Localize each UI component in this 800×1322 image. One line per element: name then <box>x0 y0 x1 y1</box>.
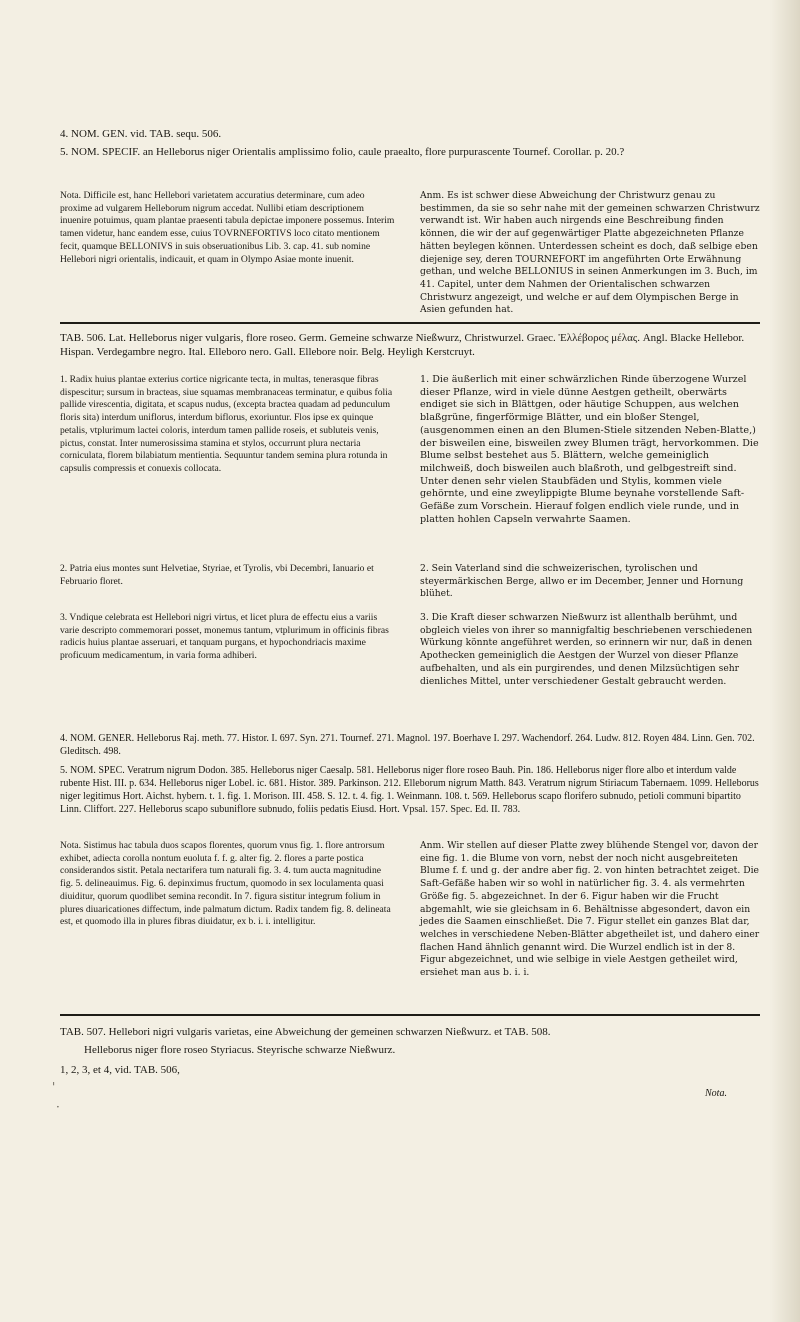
page-fold-shadow <box>770 0 800 1322</box>
header-line-2: 5. NOM. SPECIF. an Helleborus niger Orientalis amplissimo folio, caule praealto, flore purpurascente Tournef. Corollar. p. 20.? <box>60 146 625 158</box>
nomen-specificum: 5. NOM. SPEC. Veratrum nigrum Dodon. 385. Helleborus niger Caesalp. 581. Helleborus niger flore roseo Bauh. Pin. 186. Helleborus niger flore albo et interdum valde rubente Hist. III. p. 634. Helleborus niger Lobel. ic. 681. Histor. 389. Parkinson. 212. Elleborum nigrum Matth. 843. Veratrum nigrum Stiriacum Tabernaem. 1099. Helleborus niger legitimus Hort. Aichst. hybern. t. 1. fig. 1. Morison. III. 458. S. 12. t. 4. fig. 1. Weinmann. 108. t. 569. Helleborus scapo florifero subnudo, petioli communi bipartito Linn. Cliffort. 227. Helleborus scapo subuniflore subnudo, foliis pedatis Eiusd. Hort. Vpsal. 157. Spec. Ed. II. 783. <box>60 765 759 815</box>
item-1-latin: 1. Radix huius plantae exterius cortice nigricante tecta, in multas, tenerasque fibras dispescitur; sursum in bracteas, siue squamas membranaceas terminatur, e quibus folia pallide virescentia, digitata, et scapus nudus, (excepta bractea quadam ad pedunculum floris sita) interdum uniflorus, interdum biflorus, exoriuntur. Flos ipse ex quinque petalis, vtplurimum lactei coloris, interdum tamen pallide roseis, et subluteis venis, pictus, constat. Inter numerosissima stamina et stylos, occurrunt plura nectaria corniculata, florem bilabiatum mentientia. Sequuntur tandem semina plura rotunda in capsulis compressis et conuexis collocata. <box>60 374 393 474</box>
item-1-german: 1. Die äußerlich mit einer schwärzlichen Rinde überzogene Wurzel dieser Pflanze, wird in viele dünne Aestgen getheilt, oberwärts endiget sie sich in Blättgen, oder häutige Schuppen, aus welchen blaßgrüne, fingerförmige Blätter, und ein bloßer Stengel, (ausgenommen einen an den Blumen-Stiele sitzenden Neben-Blatte,) der bisweilen eine, bisweilen zwey Blumen trägt, hervorkommen. Die Blume selbst bestehet aus 5. Blättern, welche gemeiniglich milchweiß, doch bisweilen auch blaßroth, und gelbgestreift sind. Unter denen sehr vielen Staubfäden und Stylis, kommen viele gehörnte, und eine zweylippigte Blume beynahe vorstellende Saft-Gefäße zum Vorschein. Hierauf folgen endlich viele runde, und in platten hohlen Capseln verwahrte Saamen. <box>420 374 759 525</box>
nomen-genericum: 4. NOM. GENER. Helleborus Raj. meth. 77. Histor. I. 697. Syn. 271. Tournef. 271. Magnol. 197. Boerhave I. 297. Wachendorf. 264. Ludw. 812. Royen 484. Linn. Gen. 702. Gleditsch. 498. <box>60 733 755 757</box>
section-divider-2 <box>60 1014 760 1016</box>
item-3-german: 3. Die Kraft dieser schwarzen Nießwurz ist allenthalb berühmt, und obgleich vieles von ihrer so mannigfaltig beschriebenen verschiedenen Würkung könnte angeführet werden, so erinnern wir nur, daß in denen Apothecken gemeiniglich die Aestgen der Wurzel von dieser Pflanze aufbehalten, und als ein purgirendes, und denen Milzsüchtigen sehr dienliches Mittel, unter verschiedener Gestalt gebraucht werden. <box>420 612 753 687</box>
margin-mark: · <box>56 1100 60 1114</box>
catchword: Nota. <box>705 1088 727 1099</box>
nota-latin-1: Nota. Difficile est, hanc Hellebori varietatem accuratius determinare, cum adeo proxime ad vulgarem Helleborum nigrum accedat. Nullibi etiam descriptionem inuenire potuimus, quam plantae praesenti tabula depictae imponere possemus. Interim tamen videtur, hanc eandem esse, cuius TOVRNEFORTIVS loco citato mentionem fecit, quamque BELLONIVS in suis obseruationibus Lib. 3. cap. 41. sub nomine Hellebori nigri orientalis, indicauit, et quam in Olympo Asiae monte inuenit. <box>60 190 395 265</box>
tab-506-heading: TAB. 506. Lat. Helleborus niger vulgaris, flore roseo. Germ. Gemeine schwarze Nießwurz, Christwurzel. Graec. Ἑλλέβορος μέλας. Angl. Blacke Hellebor. Hispan. Verdegambre negro. Ital. Elleboro nero. Gall. Ellebore noir. Belg. Heyligh Kerstcruyt. <box>60 332 745 358</box>
margin-mark: ' <box>52 1080 56 1094</box>
tab-507-line-1b: Helleborus niger flore roseo Styriacus. Steyrische schwarze Nießwurz. <box>84 1044 396 1056</box>
tab-507-line-1: TAB. 507. Hellebori nigri vulgaris varietas, eine Abweichung der gemeinen schwarzen Nießwurz. et TAB. 508. <box>60 1026 551 1038</box>
item-2-german: 2. Sein Vaterland sind die schweizerischen, tyrolischen und steyermärkischen Berge, allwo er im December, Jenner und Hornung blühet. <box>420 563 744 600</box>
nota-latin-2: Nota. Sistimus hac tabula duos scapos florentes, quorum vnus fig. 1. flore antrorsum exhibet, adiecta corolla nontum euoluta f. f. g. alter fig. 2. flores a parte postica considerandos sistit. Petala nectarifera tum naturali fig. 3. 4. tum aucta magnitudine fig. 5. delineauimus. Fig. 6. depinximus fructum, quomodo in sex loculamenta quasi diuiditur, quorum quodlibet semina recondit. In 7. figura sistitur integrum folium in plures diuaricationes diffectum, inde palmatum dictum. Radix tandem fig. 8. delineata est, et quomodo illa in plures fibras diuidatur, ex b. i. i. intelligitur. <box>60 840 391 928</box>
item-2-latin: 2. Patria eius montes sunt Helvetiae, Styriae, et Tyrolis, vbi Decembri, Ianuario et Februario floret. <box>60 563 374 587</box>
tab-507-line-2: 1, 2, 3, et 4, vid. TAB. 506, <box>60 1064 180 1076</box>
section-divider-1 <box>60 322 760 324</box>
nota-german-1: Anm. Es ist schwer diese Abweichung der Christwurz genau zu bestimmen, da sie so sehr nahe mit der gemeinen schwarzen Christwurz verwandt ist. Wir haben auch nirgends eine Beschreibung finden können, die wir der auf gegenwärtiger Platte abgezeichneten Pflanze hätten beylegen können. Unterdessen scheint es doch, daß selbige eben diejenige sey, deren TOURNEFORT im angeführten Orte Erwähnung gethan, und welche BELLONIUS in seinen Anmerkungen im 3. Buch, im 41. Capitel, unter dem Nahmen der Orientalischen schwarzen Christwurz angezeigt, und welche er auf dem Olympischen Berge in Asien gefunden hat. <box>420 190 760 316</box>
header-line-1: 4. NOM. GEN. vid. TAB. sequ. 506. <box>60 128 222 140</box>
item-3-latin: 3. Vndique celebrata est Hellebori nigri virtus, et licet plura de effectu eius a variis varie descripto commemorari posset, monemus tantum, vtplurimum in officinis fibras radicis huius plantae asseruari, et tanquam purgans, et hypochondriacis maxime proficuum medicamentum, in varia forma adhiberi. <box>60 612 389 662</box>
nota-german-2: Anm. Wir stellen auf dieser Platte zwey blühende Stengel vor, davon der eine fig. 1. die Blume von vorn, nebst der noch nicht ausgebreiteten Blume f. f. und g. der andre aber fig. 2. von hinten betrachtet zeiget. Die Saft-Gefäße haben wir so wohl in natürlicher fig. 3. 4. als vermehrten Größe fig. 5. abgezeichnet. In der 6. Figur haben wir die Frucht abgemahlt, wie sie gleichsam in 6. Behältnisse abgesondert, davon ein jedes die Saamen einschließet. Die 7. Figur stellet ein ganzes Blat dar, welches in verschiedene Neben-Blätter abgetheilet ist, und dahero einer flachen Hand ähnlich genannt wird. Die Wurzel endlich ist in der 8. Figur abgezeichnet, und wie selbige in viele Aestgen getheilet wird, ersiehet man aus b. i. i. <box>420 840 760 979</box>
